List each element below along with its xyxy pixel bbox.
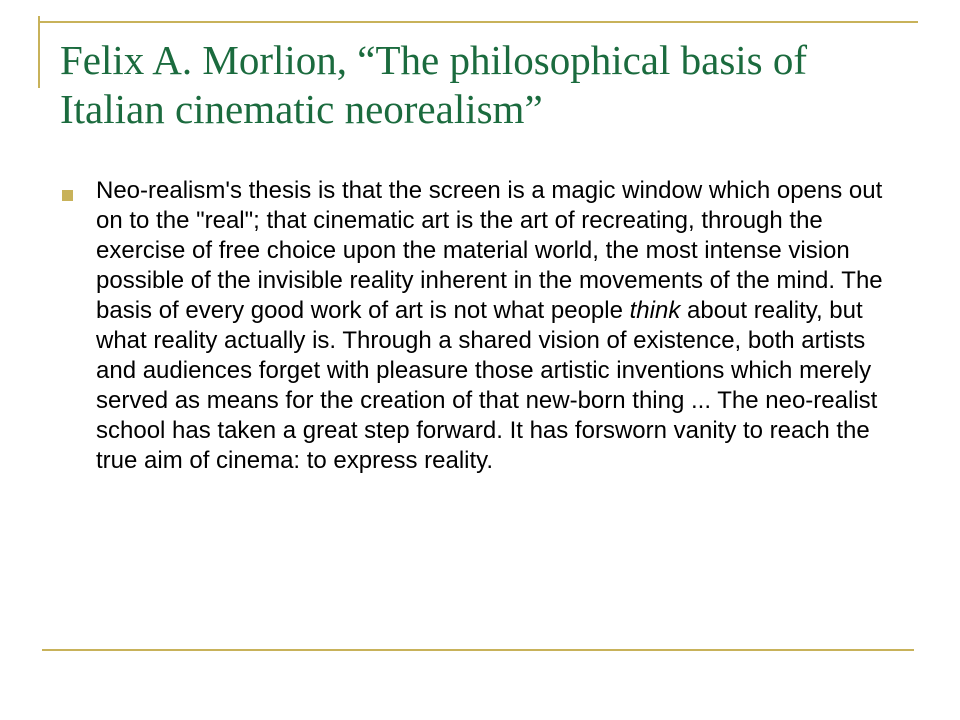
footer-divider xyxy=(42,649,914,651)
bullet-item xyxy=(60,176,910,476)
slide-title: Felix A. Morlion, “The philosophical basis of Italian cinematic neorealism” xyxy=(60,37,808,132)
title-accent-rule-vertical xyxy=(38,16,40,88)
bullet-text-before: Neo-realism's thesis is that the screen is a magic window which opens out on to the "real"; that cinematic art is the art of recreating, through the exercise of free choice upon the material world, the most intense vision possible of the invisible reality inherent in the movements of the mind. The basis of every good work of art is not what people xyxy=(96,177,883,324)
bullet-text xyxy=(96,177,883,474)
bullet-text-emphasis: think xyxy=(629,297,681,324)
bullet-text-after: about reality, but what reality actually is. Through a shared vision of existence, both artists and audiences forget with pleasure those artistic inventions which merely served as means for the creation of that new-born thing ... The neo-realist school has taken a great step forward. It has forsworn vanity to reach the true aim of cinema: to express reality. xyxy=(96,297,878,474)
square-bullet-icon xyxy=(62,190,73,201)
bullet-list xyxy=(60,176,910,476)
title-accent-rule-top xyxy=(38,21,918,23)
